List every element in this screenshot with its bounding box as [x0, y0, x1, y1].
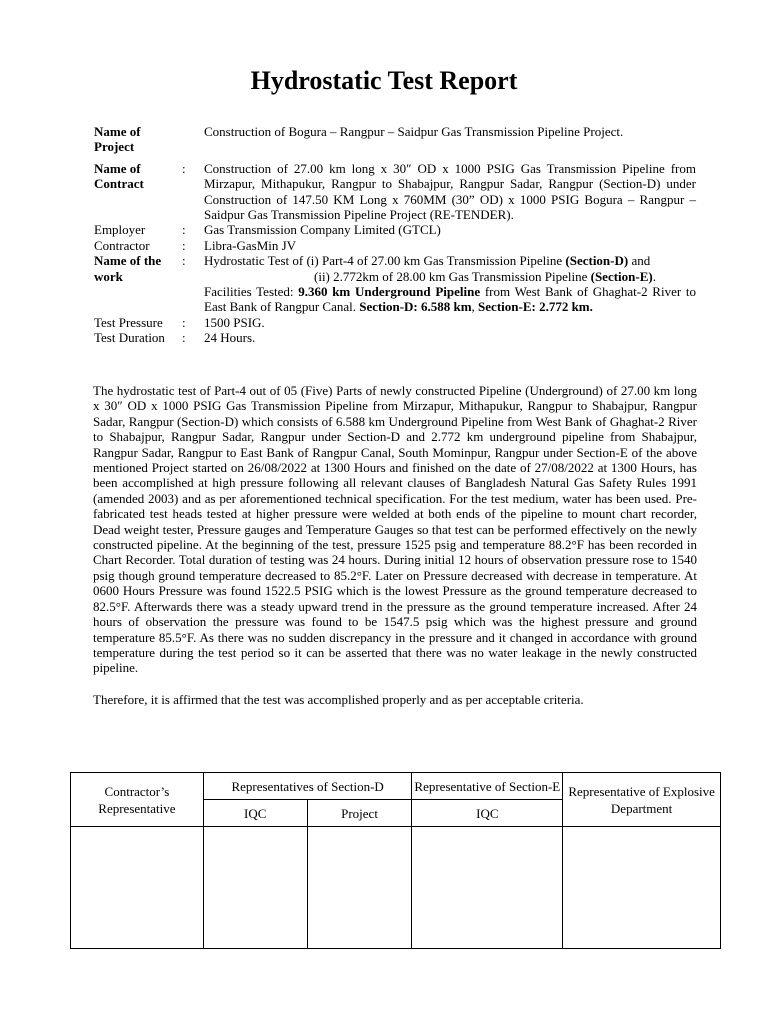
signature-table — [70, 772, 721, 949]
work-line-2: (ii) 2.772km of 28.00 km Gas Transmission Pipeline (Section-E). — [314, 268, 656, 284]
work-label: Name of the work — [94, 253, 162, 284]
section-d-project-header: Project — [307, 800, 412, 827]
work-line-1: Hydrostatic Test of (i) Part-4 of 27.00 km Gas Transmission Pipeline (Section-D) and — [204, 253, 651, 269]
info-row-employer — [94, 222, 696, 237]
report-body — [93, 383, 697, 707]
signature-blank-row — [71, 827, 721, 949]
project-value: Construction of Bogura – Rangpur – Saidpur Gas Transmission Pipeline Project. — [204, 124, 624, 139]
explosive-dept-header: Representative of Explosive Department — [563, 773, 721, 827]
section-d-header: Representatives of Section-D — [203, 773, 412, 800]
signature-cell — [203, 827, 307, 949]
signature-cell — [412, 827, 563, 949]
signature-cell — [563, 827, 721, 949]
colon: : — [182, 253, 186, 269]
page-title: Hydrostatic Test Report — [250, 66, 518, 95]
info-row-work — [94, 253, 696, 315]
colon: : — [182, 314, 186, 330]
info-row-pressure — [94, 315, 696, 330]
duration-value: 24 Hours. — [204, 330, 256, 346]
pressure-value: 1500 PSIG. — [204, 314, 265, 330]
section-e-header: Representative of Section-E — [412, 773, 563, 800]
duration-label: Test Duration — [94, 330, 165, 346]
employer-value: Gas Transmission Company Limited (GTCL) — [204, 222, 441, 238]
project-label: Name of Project — [94, 124, 141, 155]
colon: : — [182, 330, 186, 346]
section-e-iqc-header: IQC — [412, 800, 563, 827]
signature-cell — [71, 827, 204, 949]
report-paragraph: The hydrostatic test of Part-4 out of 05 (Five) Parts of newly constructed Pipeline (Underground) of 27.00 km long x 30″ OD x 1000 PSIG Gas Transmission Pipeline from Mirzapur, Mithapukur, Rangpur to Shabajpur, Rangpur Sadar, Rangpur (Section-D) which consists of 6.588 km Underground Pipeline from West Bank of Ghaghat-2 River to Shabajpur, Rangpur Sadar, Rangpur under Section-D and 2.772 km underground pipeline from Shabajpur, Rangpur Sadar, Rangpur to East Bank of Rangpur Canal, South Mominpur, Rangpur under Section-E of the above mentioned Project started on 26/08/2022 at 1300 Hours and finished on the date of 27/08/2022 at 1300 Hours, has been accomplished at high pressure following all relevant clauses of Bangladesh Natural Gas Safety Rules 1991 (amended 2003) and as per aforementioned technical specification. For the test medium, water has been used. Pre-fabricated test heads tested at higher pressure were welded at both ends of the pipeline to mount chart recorder, Dead weight tester, Pressure gauges and Temperature Gauges so that test can be performed effectively on the newly constructed pipeline. At the beginning of the test, pressure 1525 psig and temperature 88.2°F has been recorded in Chart Recorder. Total duration of testing was 24 hours. During initial 12 hours of observation pressure rose to 1540 psig though ground temperature decreased to 85.2°F. Later on Pressure decreased with decrease in temperature. At 0600 Hours Pressure was found 1522.5 PSIG which is the lowest Pressure as the ground temperature decreased to 82.5°F. Afterwards there was a steady upward trend in the pressure as the ground temperature increased. After 24 hours of observation the pressure was found to be 1547.5 psig which was the highest pressure and ground temperature 85.5°F. As there was no sudden discrepancy in the pressure and it changed in accordance with ground temperature during the test period so it can be asserted that there was no water leakage in the newly constructed pipeline. — [93, 383, 697, 676]
contractor-rep-header: Contractor’s Representative — [71, 773, 204, 827]
report-conclusion: Therefore, it is affirmed that the test was accomplished properly and as per acceptable criteria. — [93, 691, 584, 707]
employer-label: Employer — [94, 222, 146, 238]
facilities-tested: Facilities Tested: 9.360 km Underground Pipeline from West Bank of Ghaghat-2 River to East Bank of Rangpur Canal. Section-D: 6.588 km, Section-E: 2.772 km. — [204, 284, 697, 315]
contract-label: Name of Contract — [94, 160, 144, 192]
pressure-label: Test Pressure — [94, 314, 163, 330]
signature-header-row — [71, 773, 721, 800]
project-info — [94, 124, 696, 346]
work-value — [204, 253, 696, 315]
info-row-project — [94, 124, 696, 155]
signature-cell — [307, 827, 412, 949]
section-d-iqc-header: IQC — [203, 800, 307, 827]
contract-value: Construction of 27.00 km long x 30″ OD x 1000 PSIG Gas Transmission Pipeline from Mirzapur, Mithapukur, Rangpur to Shabajpur, Rangpur Sadar, Rangpur (Section-D) under Construction of 147.50 KM Long x 760MM (30” OD) x 1000 PSIG Bogura – Rangpur – Saidpur Gas Transmission Pipeline Project (RE-TENDER). — [204, 160, 696, 223]
colon: : — [182, 222, 186, 238]
colon: : — [182, 160, 186, 176]
contractor-value: Libra-GasMin JV — [204, 237, 297, 253]
info-row-contract — [94, 161, 696, 223]
info-row-duration — [94, 330, 696, 345]
colon: : — [182, 237, 186, 253]
info-row-contractor — [94, 238, 696, 253]
contractor-label: Contractor — [94, 237, 150, 253]
